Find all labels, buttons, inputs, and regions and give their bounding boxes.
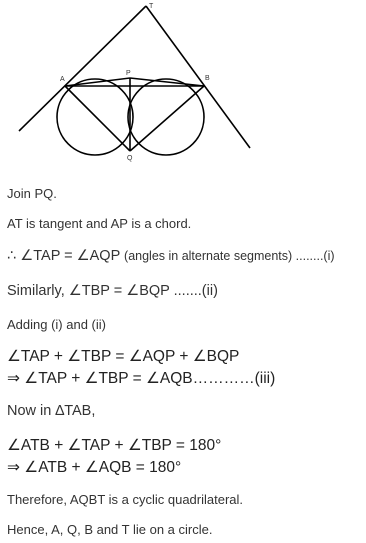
step-alternate-segment-note: (angles in alternate segments) ........(i) bbox=[124, 249, 335, 263]
label-p: P bbox=[126, 70, 131, 77]
step-alternate-segment-equation: ∴ ∠TAP = ∠AQP bbox=[7, 248, 125, 264]
tangent-line-ta bbox=[19, 6, 146, 131]
equation-aqb: ⇒ ∠TAP + ∠TBP = ∠AQB…………(iii) bbox=[7, 370, 276, 387]
segment-bq bbox=[130, 86, 204, 151]
label-t: T bbox=[149, 3, 154, 10]
step-join-pq: Join PQ. bbox=[7, 186, 57, 201]
step-tangent-chord: AT is tangent and AP is a chord. bbox=[7, 216, 192, 231]
equation-angle-sum: ∠ATB + ∠TAP + ∠TBP = 180° bbox=[7, 437, 222, 454]
geometry-figure bbox=[0, 0, 366, 175]
step-similarly: Similarly, ∠TBP = ∠BQP .......(ii) bbox=[7, 283, 218, 299]
equation-supplementary: ⇒ ∠ATB + ∠AQB = 180° bbox=[7, 459, 182, 476]
step-conclusion: Hence, A, Q, B and T lie on a circle. bbox=[7, 522, 213, 537]
step-triangle: Now in ∆TAB, bbox=[7, 403, 96, 419]
step-alternate-segment bbox=[7, 247, 335, 265]
label-q: Q bbox=[127, 155, 133, 162]
label-b: B bbox=[205, 75, 210, 82]
step-cyclic: Therefore, AQBT is a cyclic quadrilateral. bbox=[7, 492, 244, 507]
tangent-line-tb bbox=[146, 6, 250, 148]
equation-sum: ∠TAP + ∠TBP = ∠AQP + ∠BQP bbox=[7, 348, 240, 365]
step-adding: Adding (i) and (ii) bbox=[7, 317, 106, 332]
segment-aq bbox=[65, 86, 130, 151]
label-a: A bbox=[60, 76, 65, 83]
